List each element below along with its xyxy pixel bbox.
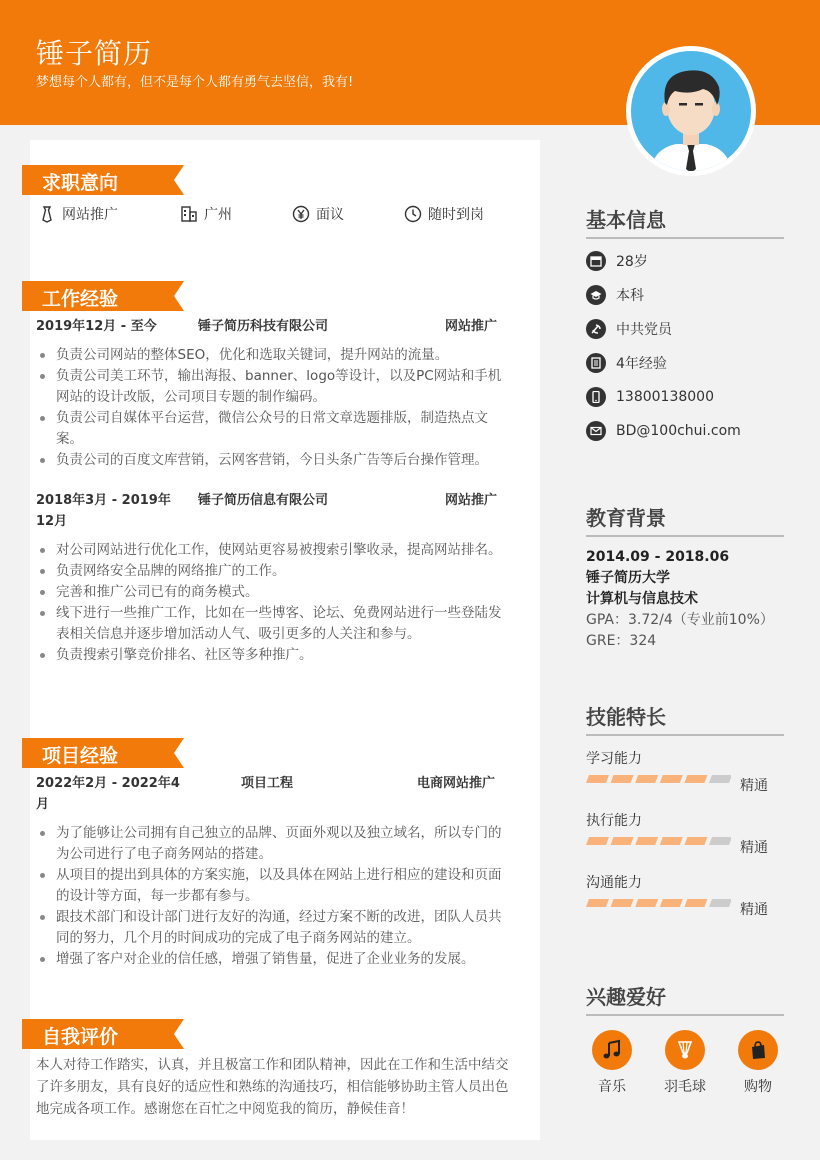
building-icon (180, 205, 198, 223)
info-item-political: 中共党员 (586, 318, 672, 340)
education-date: 2014.09 - 2018.06 (586, 549, 730, 565)
skill-level: 精通 (740, 778, 768, 794)
skill-segment-filled (684, 837, 707, 845)
skill-bar (586, 899, 731, 909)
list-item: 负责搜索引擎竞价排名、社区等多种推广。 (36, 645, 506, 666)
skill-name: 沟通能力 (586, 875, 642, 891)
list-item: 增强了客户对企业的信任感，增强了销售量，促进了企业业务的发展。 (36, 949, 506, 970)
section-title-basic: 基本信息 (586, 205, 784, 239)
hobby-label: 购物 (744, 1079, 772, 1095)
skill-name: 学习能力 (586, 751, 642, 767)
info-item-email: BD@100chui.com (586, 420, 741, 442)
hobby-music (582, 1030, 642, 1096)
job-company: 锤子简历信息有限公司 (198, 493, 329, 508)
section-title-work: 工作经验 (22, 281, 184, 311)
skill-bar (586, 837, 731, 847)
phone-icon (586, 387, 606, 407)
section-title-project: 项目经验 (22, 738, 184, 768)
main-column (30, 140, 540, 1140)
intent-item-position: 网站推广 (38, 204, 118, 224)
skill-bar (586, 775, 731, 785)
list-item: 负责公司网站的整体SEO，优化和选取关键词，提升网站的流量。 (36, 345, 506, 366)
job-date: 2018年3月 - 2019年12月 (36, 493, 171, 529)
education-gpa: GPA：3.72/4（专业前10%） (586, 612, 774, 628)
document-icon (586, 353, 606, 373)
section-title-intent: 求职意向 (22, 165, 184, 195)
section-title-education: 教育背景 (586, 503, 784, 537)
skill-segment-filled (635, 775, 658, 783)
job-duties-list (36, 345, 506, 471)
self-eval-text: 本人对待工作踏实，认真，并且极富工作和团队精神，因此在工作和生活中结交了许多朋友，具有良好的适应性和熟练的沟通技巧，相信能够协助主管人员出色地完成各项工作。感谢您在百忙之中阅览我的简历，静候佳音！ (36, 1057, 509, 1117)
job-duties-list (36, 540, 506, 666)
skill-segment-filled (586, 837, 609, 845)
skill-segment-filled (586, 775, 609, 783)
education-gre: GRE：324 (586, 633, 657, 649)
intent-row (30, 204, 540, 228)
skill-segment-filled (611, 837, 634, 845)
project-details-list (36, 823, 506, 970)
shopping-bag-icon (738, 1030, 778, 1070)
music-note-icon (592, 1030, 632, 1070)
list-item: 对公司网站进行优化工作，使网站更容易被搜索引擎收录，提高网站排名。 (36, 540, 506, 561)
list-item: 负责公司的百度文库营销，云网客营销，今日头条广告等后台操作管理。 (36, 450, 506, 471)
avatar-illustration-icon (631, 51, 751, 171)
list-item: 负责网络安全品牌的网络推广的工作。 (36, 561, 506, 582)
clock-icon (404, 205, 422, 223)
list-item: 跟技术部门和设计部门进行友好的沟通，经过方案不断的改进，团队人员共同的努力，几个月的时间成功的完成了电子商务网站的建立。 (36, 907, 506, 949)
skill-segment-filled (635, 899, 658, 907)
resume-name: 锤子简历 (36, 37, 153, 70)
skill-segment-filled (660, 775, 683, 783)
skill-level: 精通 (740, 840, 768, 856)
avatar (626, 46, 756, 176)
party-emblem-icon (586, 319, 606, 339)
yen-icon (292, 205, 310, 223)
skill-segment-filled (684, 899, 707, 907)
skill-segment-filled (611, 775, 634, 783)
job-company: 锤子简历科技有限公司 (198, 319, 329, 334)
project-date: 2022年2月 - 2022年4月 (36, 776, 180, 812)
mail-icon (586, 421, 606, 441)
skill-segment-filled (684, 775, 707, 783)
intent-item-city: 广州 (180, 204, 232, 224)
skill-segment-filled (635, 837, 658, 845)
education-school: 锤子简历大学 (586, 570, 670, 586)
intent-item-salary: 面议 (292, 204, 344, 224)
job-date: 2019年12月 - 至今 (36, 319, 157, 334)
shuttlecock-icon (665, 1030, 705, 1070)
hobby-label: 羽毛球 (664, 1079, 706, 1095)
skill-segment-filled (586, 899, 609, 907)
resume-motto: 梦想每个人都有，但不是每个人都有勇气去坚信，我有! (36, 75, 354, 90)
calendar-icon (586, 251, 606, 271)
tie-icon (38, 205, 56, 223)
list-item: 从项目的提出到具体的方案实施，以及具体在网站上进行相应的建设和页面的设计等方面，每一步都有参与。 (36, 865, 506, 907)
skill-segment-filled (611, 899, 634, 907)
job-position: 网站推广 (445, 319, 498, 334)
skill-level: 精通 (740, 902, 768, 918)
info-item-degree: 本科 (586, 284, 644, 306)
hobby-label: 音乐 (598, 1079, 626, 1095)
project-role: 电商网站推广 (417, 776, 496, 791)
info-item-age: 28岁 (586, 250, 648, 272)
skill-segment-empty (709, 775, 731, 783)
intent-item-availability: 随时到岗 (404, 204, 484, 224)
list-item: 负责公司自媒体平台运营，微信公众号的日常文章选题排版，制造热点文案。 (36, 408, 506, 450)
education-block (586, 547, 774, 652)
project-name: 项目工程 (241, 776, 294, 791)
section-title-skills: 技能特长 (586, 702, 784, 736)
list-item: 为了能够让公司拥有自己独立的品牌、页面外观以及独立域名，所以专门的为公司进行了电子商务网站的搭建。 (36, 823, 506, 865)
list-item: 负责公司美工环节，输出海报、banner、logo等设计，以及PC网站和手机网站的设计改版，公司项目专题的制作编码。 (36, 366, 506, 408)
section-title-hobbies: 兴趣爱好 (586, 982, 784, 1016)
skill-segment-empty (709, 899, 731, 907)
info-item-phone: 13800138000 (586, 386, 714, 408)
hobby-shopping (728, 1030, 788, 1096)
list-item: 线下进行一些推广工作，比如在一些博客、论坛、免费网站进行一些登陆发表相关信息并逐步增加活动人气、吸引更多的人关注和参与。 (36, 603, 506, 645)
skill-segment-filled (660, 899, 683, 907)
education-major: 计算机与信息技术 (586, 591, 698, 607)
skill-name: 执行能力 (586, 813, 642, 829)
section-title-self-eval: 自我评价 (22, 1019, 184, 1049)
job-position: 网站推广 (445, 493, 498, 508)
list-item: 完善和推广公司已有的商务模式。 (36, 582, 506, 603)
hobby-badminton (655, 1030, 715, 1096)
skill-segment-filled (660, 837, 683, 845)
info-item-experience: 4年经验 (586, 352, 667, 374)
skill-segment-empty (709, 837, 731, 845)
graduation-cap-icon (586, 285, 606, 305)
